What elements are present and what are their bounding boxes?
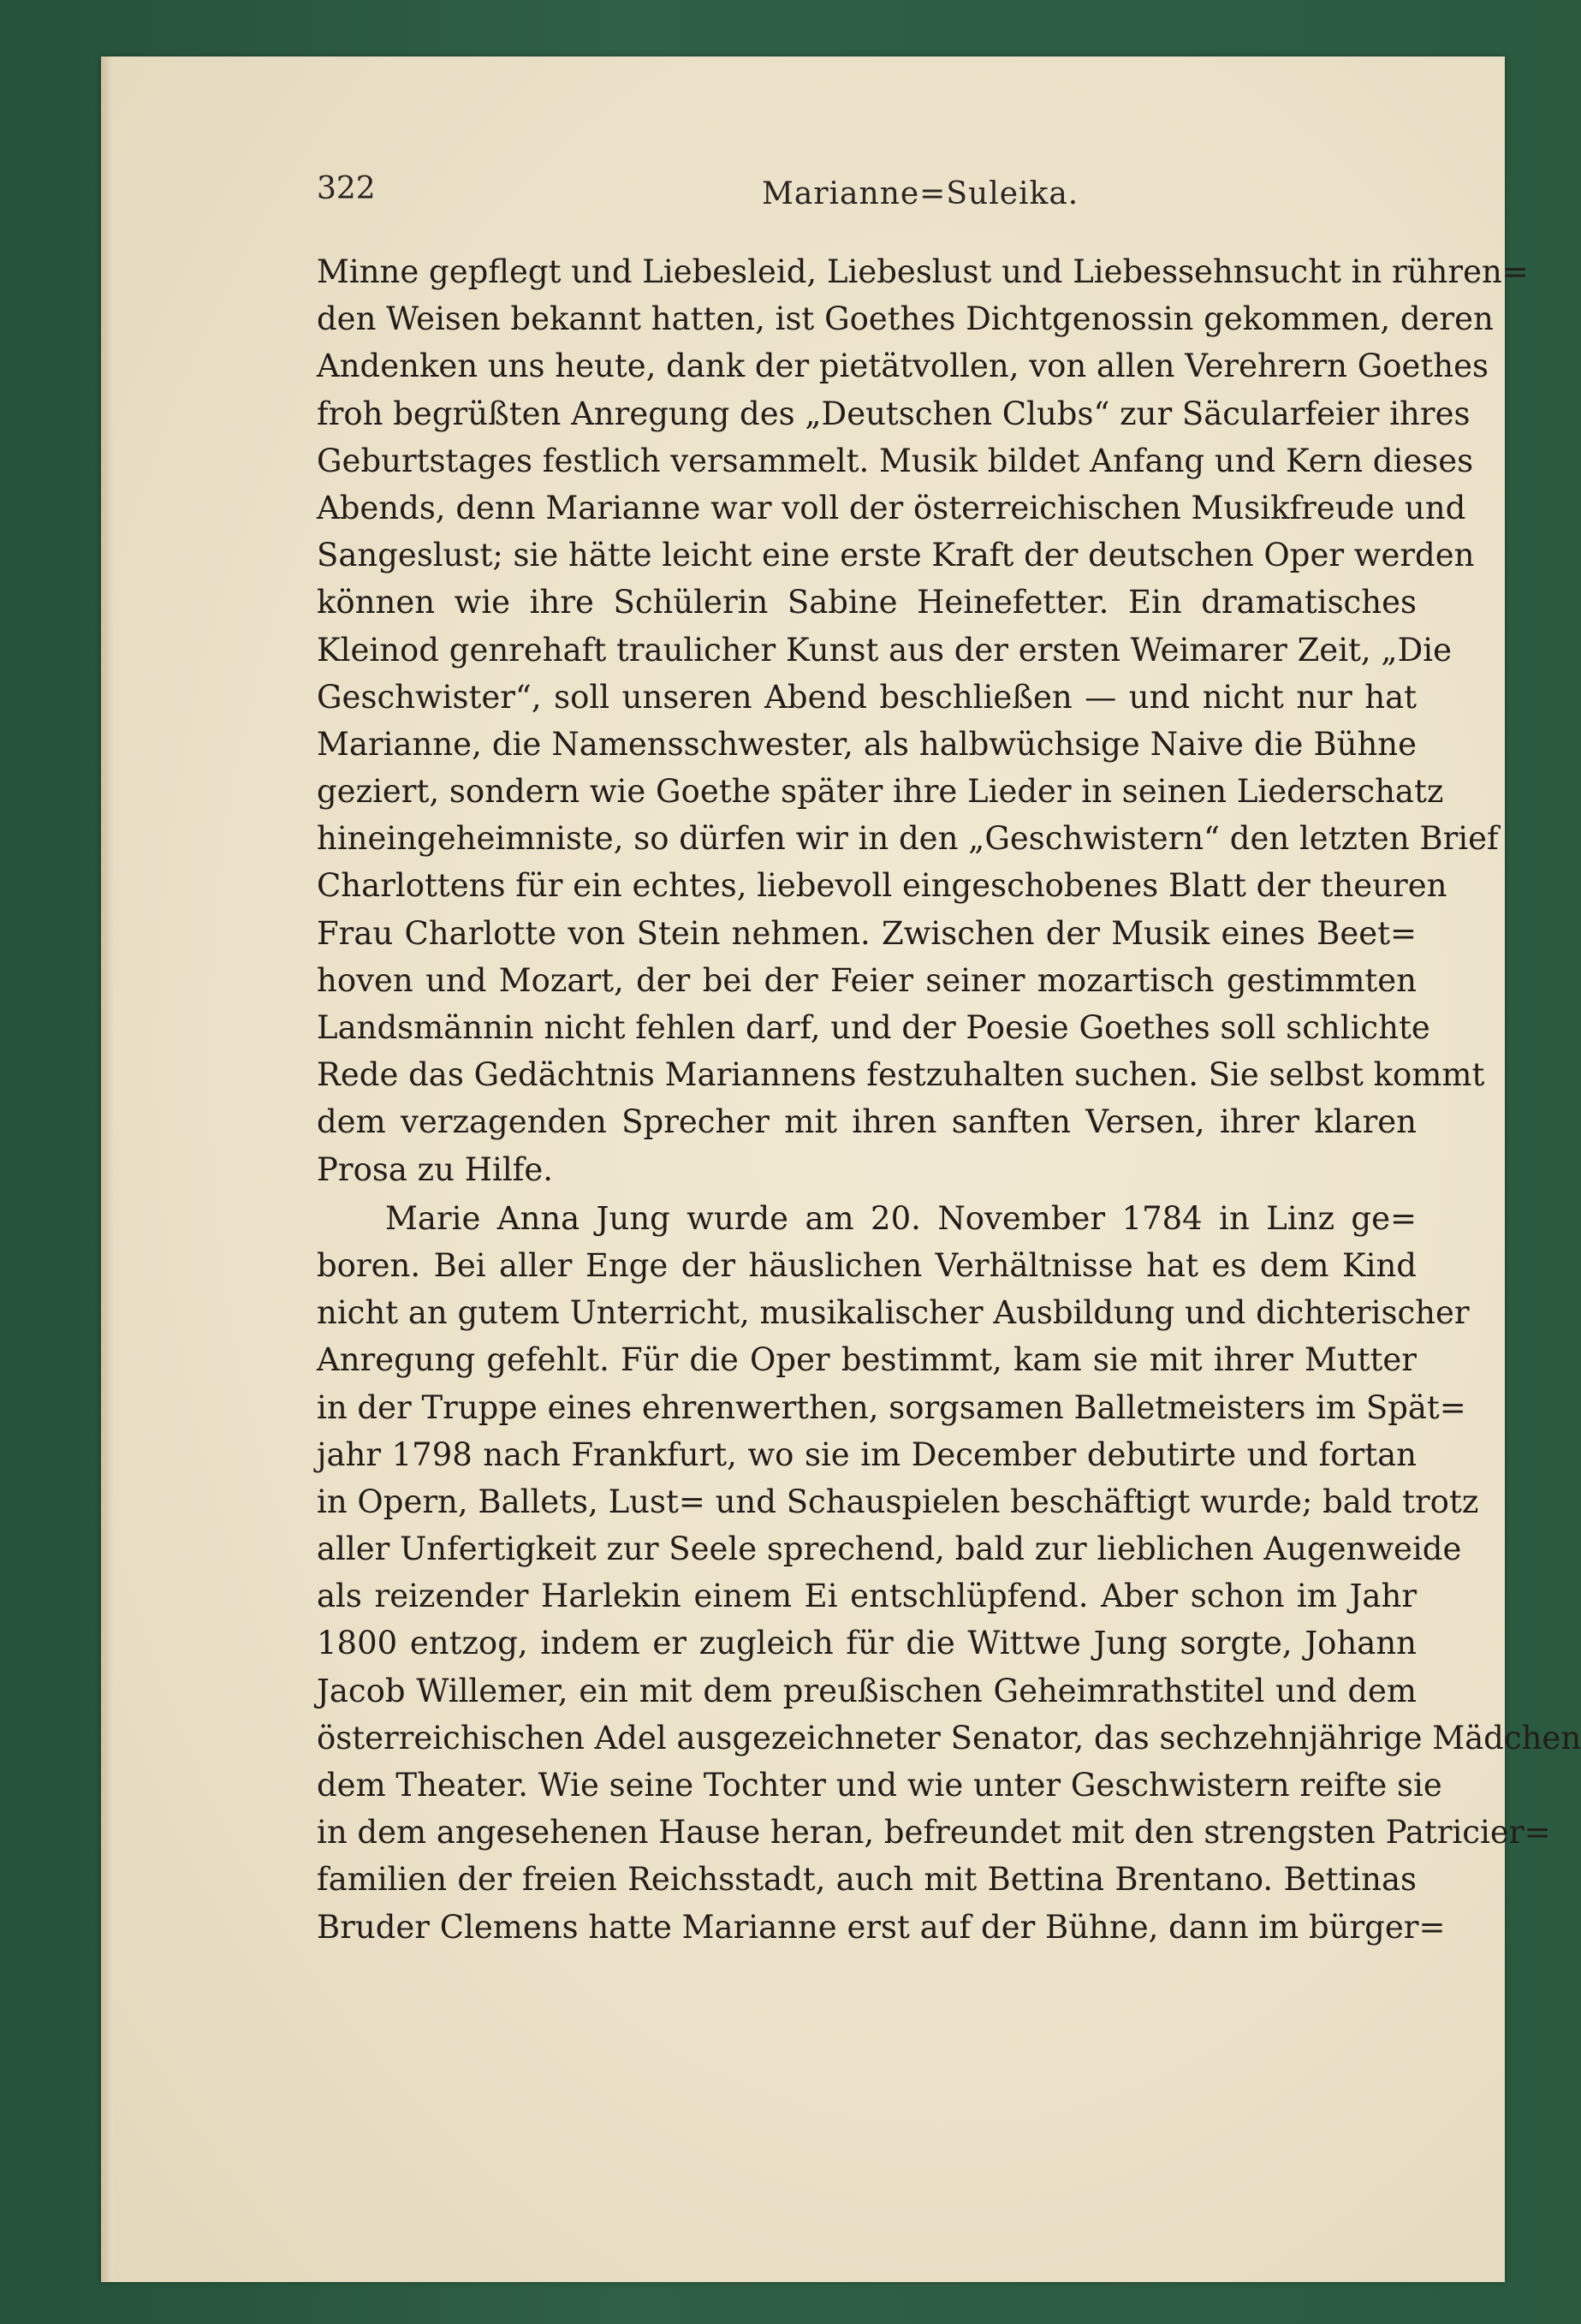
text-line: österreichischen Adel ausgezeichneter Senator, das sechzehnjährige Mädchen	[317, 1719, 1581, 1756]
text-line: dem verzagenden Sprecher mit ihren sanften Versen, ihrer klaren	[317, 1103, 1417, 1141]
text-line: als reizender Harlekin einem Ei entschlüpfend. Aber schon im Jahr	[317, 1578, 1417, 1615]
paragraph	[317, 1195, 1581, 1951]
text-line: hineingeheimniste, so dürfen wir in den „Geschwistern“ den letzten Brief	[317, 820, 1499, 858]
text-line: Bruder Clemens hatte Marianne erst auf der Bühne, dann im bürger=	[317, 1908, 1446, 1946]
text-line: Geschwister“, soll unseren Abend beschließen — und nicht nur hat	[317, 678, 1417, 716]
text-line: in dem angesehenen Hause heran, befreundet mit den strengsten Patricier=	[317, 1814, 1551, 1851]
text-line: Jacob Willemer, ein mit dem preußischen Geheimrathstitel und dem	[317, 1672, 1417, 1709]
text-line: Marianne, die Namensschwester, als halbwüchsige Naive die Bühne	[317, 725, 1417, 763]
text-line: Kleinod genrehaft traulicher Kunst aus der ersten Weimarer Zeit, „Die	[317, 631, 1452, 669]
text-line: Geburtstages festlich versammelt. Musik bildet Anfang und Kern dieses	[317, 442, 1474, 479]
text-line: hoven und Mozart, der bei der Feier seiner mozartisch gestimmten	[317, 961, 1417, 999]
text-line: Charlottens für ein echtes, liebevoll eingeschobenes Blatt der theuren	[317, 867, 1447, 905]
paragraph	[317, 248, 1529, 1193]
page-header	[317, 171, 1429, 223]
text-line: Andenken uns heute, dank der pietätvollen, von allen Verehrern Goethes	[317, 348, 1489, 385]
page-edge	[101, 56, 113, 2282]
text-line: in der Truppe eines ehrenwerthen, sorgsamen Balletmeisters im Spät=	[317, 1388, 1466, 1426]
text-line: 1800 entzog, indem er zugleich für die Wittwe Jung sorgte, Johann	[317, 1625, 1417, 1662]
text-line: Landsmännin nicht fehlen darf, und der Poesie Goethes soll schlichte	[317, 1009, 1430, 1046]
text-line: froh begrüßten Anregung des „Deutschen Clubs“ zur Säcularfeier ihres	[317, 395, 1471, 432]
text-line: den Weisen bekannt hatten, ist Goethes Dichtgenossin gekommen, deren	[317, 300, 1494, 338]
text-line: nicht an gutem Unterricht, musikalischer Ausbildung und dichterischer	[317, 1294, 1470, 1332]
text-line: dem Theater. Wie seine Tochter und wie unter Geschwistern reifte sie	[317, 1767, 1442, 1804]
running-head: Marianne=Suleika.	[762, 176, 1079, 211]
page-number: 322	[317, 171, 376, 206]
text-line: Anregung gefehlt. Für die Oper bestimmt, kam sie mit ihrer Mutter	[317, 1341, 1417, 1379]
text-line: boren. Bei aller Enge der häuslichen Verhältnisse hat es dem Kind	[317, 1246, 1417, 1284]
text-line: familien der freien Reichsstadt, auch mit Bettina Brentano. Bettinas	[317, 1861, 1417, 1899]
text-line: in Opern, Ballets, Lust= und Schauspielen beschäftigt wurde; bald trotz	[317, 1483, 1479, 1520]
text-line: Frau Charlotte von Stein nehmen. Zwischen der Musik eines Beet=	[317, 914, 1417, 952]
text-line: geziert, sondern wie Goethe später ihre Lieder in seinen Liederschatz	[317, 773, 1444, 811]
text-line: Abends, denn Marianne war voll der österreichischen Musikfreude und	[317, 489, 1466, 526]
text-line: können wie ihre Schülerin Sabine Heinefetter. Ein dramatisches	[317, 584, 1417, 621]
text-line: Minne gepflegt und Liebesleid, Liebeslust und Liebessehnsucht in rühren=	[317, 253, 1529, 290]
text-line: Prosa zu Hilfe.	[317, 1150, 554, 1188]
text-line: Rede das Gedächtnis Mariannens festzuhalten suchen. Sie selbst kommt	[317, 1056, 1485, 1094]
text-line: Sangeslust; sie hätte leicht eine erste Kraft der deutschen Oper werden	[317, 537, 1475, 574]
text-line: aller Unfertigkeit zur Seele sprechend, bald zur lieblichen Augenweide	[317, 1531, 1462, 1568]
body-text	[317, 248, 1581, 1951]
text-line: jahr 1798 nach Frankfurt, wo sie im December debutirte und fortan	[317, 1435, 1417, 1473]
text-line: Marie Anna Jung wurde am 20. November 1784 in Linz ge=	[385, 1199, 1417, 1237]
